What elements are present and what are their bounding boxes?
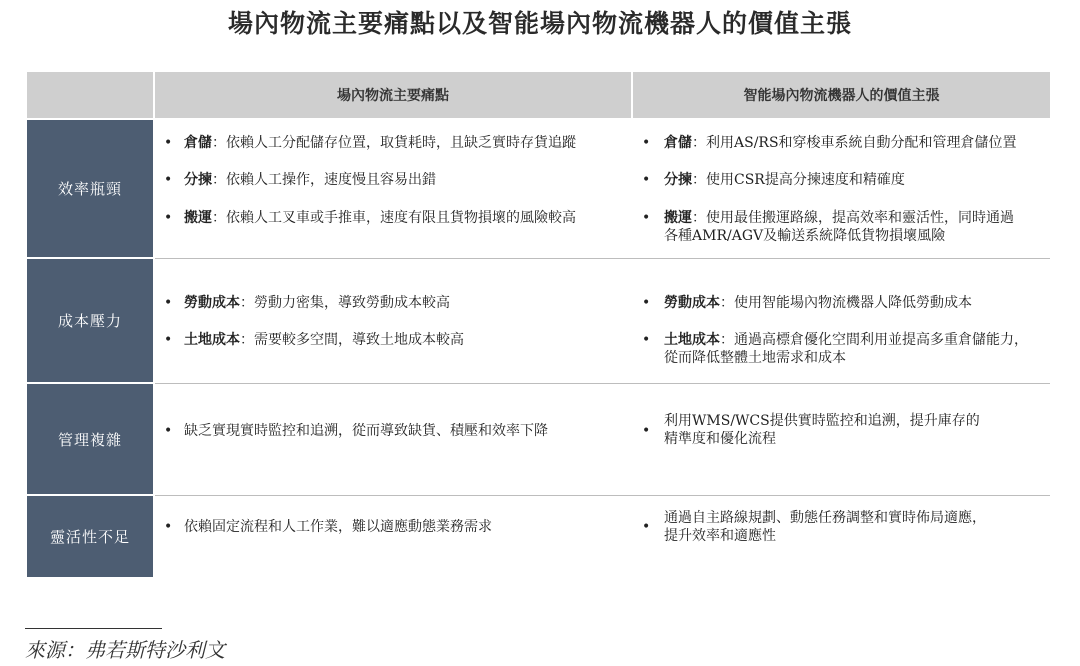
bullet: • [642,519,651,535]
value-item-continuation: 各種AMR/AGV及輸送系統降低貨物損壞風險 [664,228,946,244]
bullet: • [642,210,651,226]
bullet: • [642,172,651,188]
bullet: • [164,332,173,348]
value-item: 土地成本：通過高標倉優化空間利用並提高多重倉儲能力， [664,332,1028,348]
source-divider [25,628,162,629]
category-efficiency: 效率瓶頸 [27,120,153,257]
value-item-continuation: 從而降低整體土地需求和成本 [664,350,846,366]
value-item: 勞動成本：使用智能場內物流機器人降低勞動成本 [664,295,972,311]
pain-item: 搬運：依賴人工叉車或手推車，速度有限且貨物損壞的風險較高 [184,210,576,226]
bullet: • [164,423,173,439]
value-item: 通過自主路線規劃、動態任務調整和實時佈局適應， [664,510,986,526]
bullet: • [164,295,173,311]
value-item: 利用WMS/WCS提供實時監控和追溯，提升庫存的 [664,413,980,429]
pain-item: 缺乏實現實時監控和追溯，從而導致缺貨、積壓和效率下降 [184,423,548,439]
row-divider [155,258,1050,259]
pain-item: 分揀：依賴人工操作，速度慢且容易出錯 [184,172,436,188]
bullet: • [164,210,173,226]
pain-item: 土地成本：需要較多空間，導致土地成本較高 [184,332,464,348]
row-divider [155,495,1050,496]
bullet: • [164,172,173,188]
page-title: 場內物流主要痛點以及智能場內物流機器人的價值主張 [227,9,852,38]
bullet: • [642,332,651,348]
bullet: • [642,135,651,151]
pain-item: 倉儲：依賴人工分配儲存位置，取貨耗時，且缺乏實時存貨追蹤 [184,135,576,151]
header-pain-points: 場內物流主要痛點 [155,72,631,118]
bullet: • [642,295,651,311]
category-management: 管理複雜 [27,384,153,494]
pain-item: 依賴固定流程和人工作業，難以適應動態業務需求 [184,519,492,535]
row-divider [155,383,1050,384]
source-note: 來源：弗若斯特沙利文 [25,638,225,662]
value-item: 倉儲：利用AS/RS和穿梭車系統自動分配和管理倉儲位置 [664,135,1017,151]
value-item: 搬運：使用最佳搬運路線，提高效率和靈活性，同時通過 [664,210,1014,226]
header-value-proposition: 智能場內物流機器人的價值主張 [633,72,1050,118]
bullet: • [164,519,173,535]
pain-item: 勞動成本：勞動力密集，導致勞動成本較高 [184,295,450,311]
value-item-continuation: 提升效率和適應性 [664,528,776,544]
category-cost: 成本壓力 [27,259,153,382]
category-flexibility: 靈活性不足 [27,496,153,577]
value-item: 分揀：使用CSR提高分揀速度和精確度 [664,172,905,188]
bullet: • [164,135,173,151]
value-item-continuation: 精準度和優化流程 [664,431,776,447]
bullet: • [642,423,651,439]
header-blank-cell [27,72,153,118]
